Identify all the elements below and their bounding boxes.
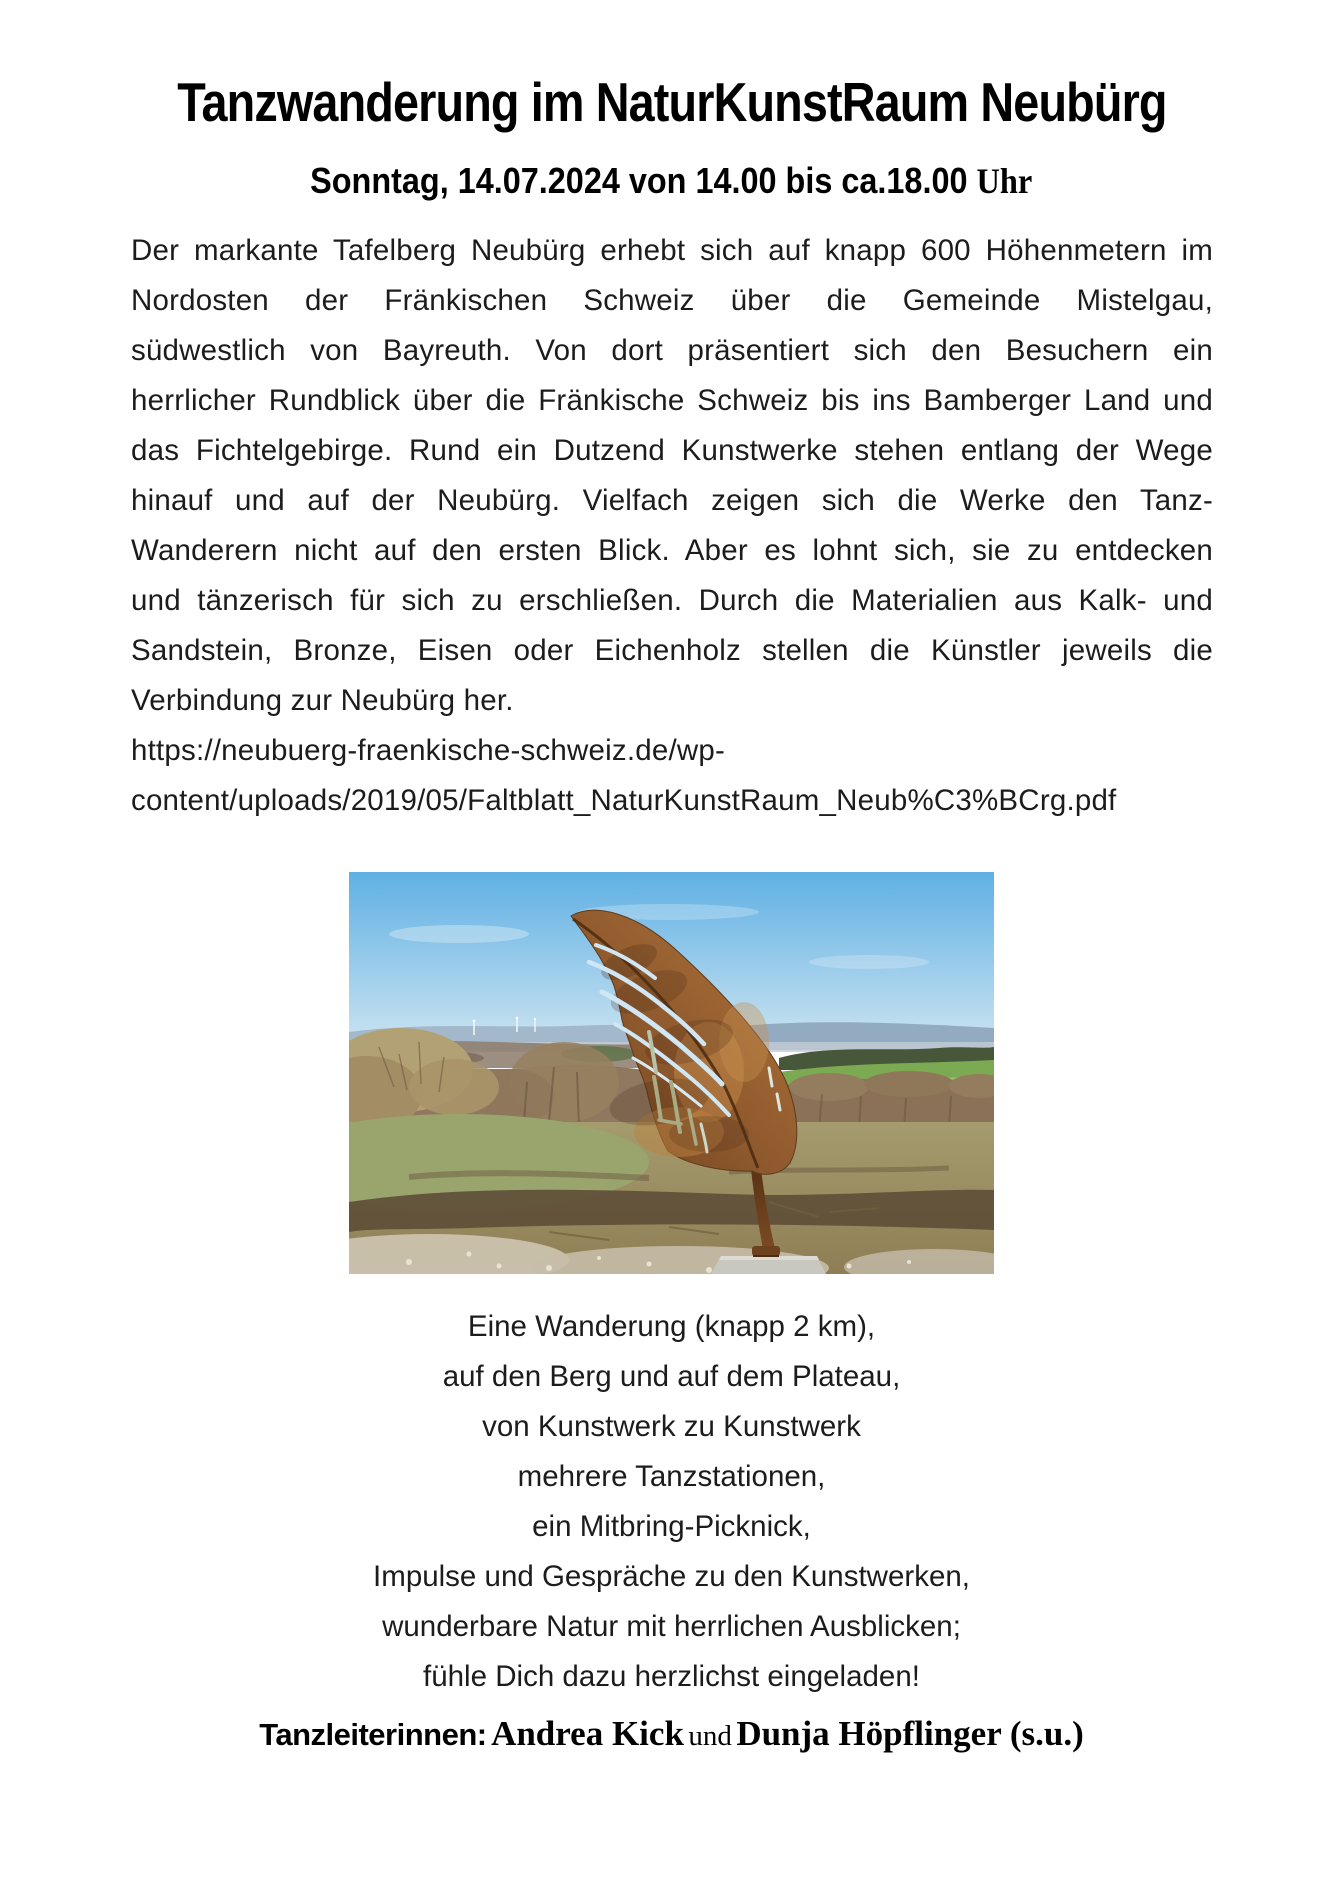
event-datetime: [0, 160, 1343, 202]
sculpture-photo: [349, 872, 994, 1274]
intro-line: das Fichtelgebirge. Rund ein Dutzend Kunstwerke stehen entlang der Wege: [131, 434, 1213, 467]
detail-line: mehrere Tanzstationen,: [517, 1460, 826, 1493]
intro-line: Der markante Tafelberg Neubürg erhebt sich auf knapp 600 Höhenmetern im: [131, 234, 1213, 267]
page-title: [0, 0, 1343, 134]
intro-closing-line: Verbindung zur Neubürg her.: [131, 684, 514, 717]
url-line[interactable]: content/uploads/2019/05/Faltblatt_NaturKunstRaum_Neub%C3%BCrg.pdf: [131, 784, 1117, 817]
detail-line: fühle Dich dazu herzlichst eingeladen!: [423, 1660, 920, 1693]
detail-line: wunderbare Natur mit herrlichen Ausblicken;: [382, 1610, 961, 1643]
page-title-text: Tanzwanderung im NaturKunstRaum Neubürg: [176, 71, 1167, 133]
detail-line: von Kunstwerk zu Kunstwerk: [482, 1410, 861, 1443]
pdf-link[interactable]: [131, 726, 1213, 826]
intro-line: und tänzerisch für sich zu erschließen. Durch die Materialien aus Kalk- und: [131, 584, 1213, 617]
url-line[interactable]: https://neubuerg-fraenkische-schweiz.de/wp-: [131, 734, 725, 767]
detail-line: Eine Wanderung (knapp 2 km),: [467, 1310, 876, 1343]
leaders-conjunction: und: [688, 1720, 732, 1752]
intro-line: Wanderern nicht auf den ersten Blick. Aber es lohnt sich, sie zu entdecken: [131, 534, 1213, 567]
sculpture-photo-image: [349, 872, 994, 1274]
detail-line: ein Mitbring-Picknick,: [532, 1510, 811, 1543]
intro-line: Nordosten der Fränkischen Schweiz über die Gemeinde Mistelgau,: [131, 284, 1213, 317]
leader-name-1: Andrea Kick: [491, 1714, 684, 1753]
leader-name-2: Dunja Höpflinger (s.u.): [736, 1714, 1084, 1753]
event-details: [0, 1302, 1343, 1702]
intro-line: Sandstein, Bronze, Eisen oder Eichenholz stellen die Künstler jeweils die: [131, 634, 1213, 667]
detail-line: auf den Berg und auf dem Plateau,: [442, 1360, 901, 1393]
leaders-line: [0, 1714, 1343, 1754]
intro-line: herrlicher Rundblick über die Fränkische Schweiz bis ins Bamberger Land und: [131, 384, 1213, 417]
intro-line: hinauf und auf der Neubürg. Vielfach zeigen sich die Werke den Tanz-: [131, 484, 1213, 517]
leaders-label: Tanzleiterinnen:: [259, 1717, 487, 1752]
event-datetime-unit: Uhr: [976, 161, 1033, 201]
intro-line: südwestlich von Bayreuth. Von dort präsentiert sich den Besuchern ein: [131, 334, 1213, 367]
event-datetime-main: Sonntag, 14.07.2024 von 14.00 bis ca.18.00: [310, 160, 968, 201]
intro-paragraph: [131, 226, 1213, 826]
detail-line: Impulse und Gespräche zu den Kunstwerken,: [373, 1560, 970, 1593]
